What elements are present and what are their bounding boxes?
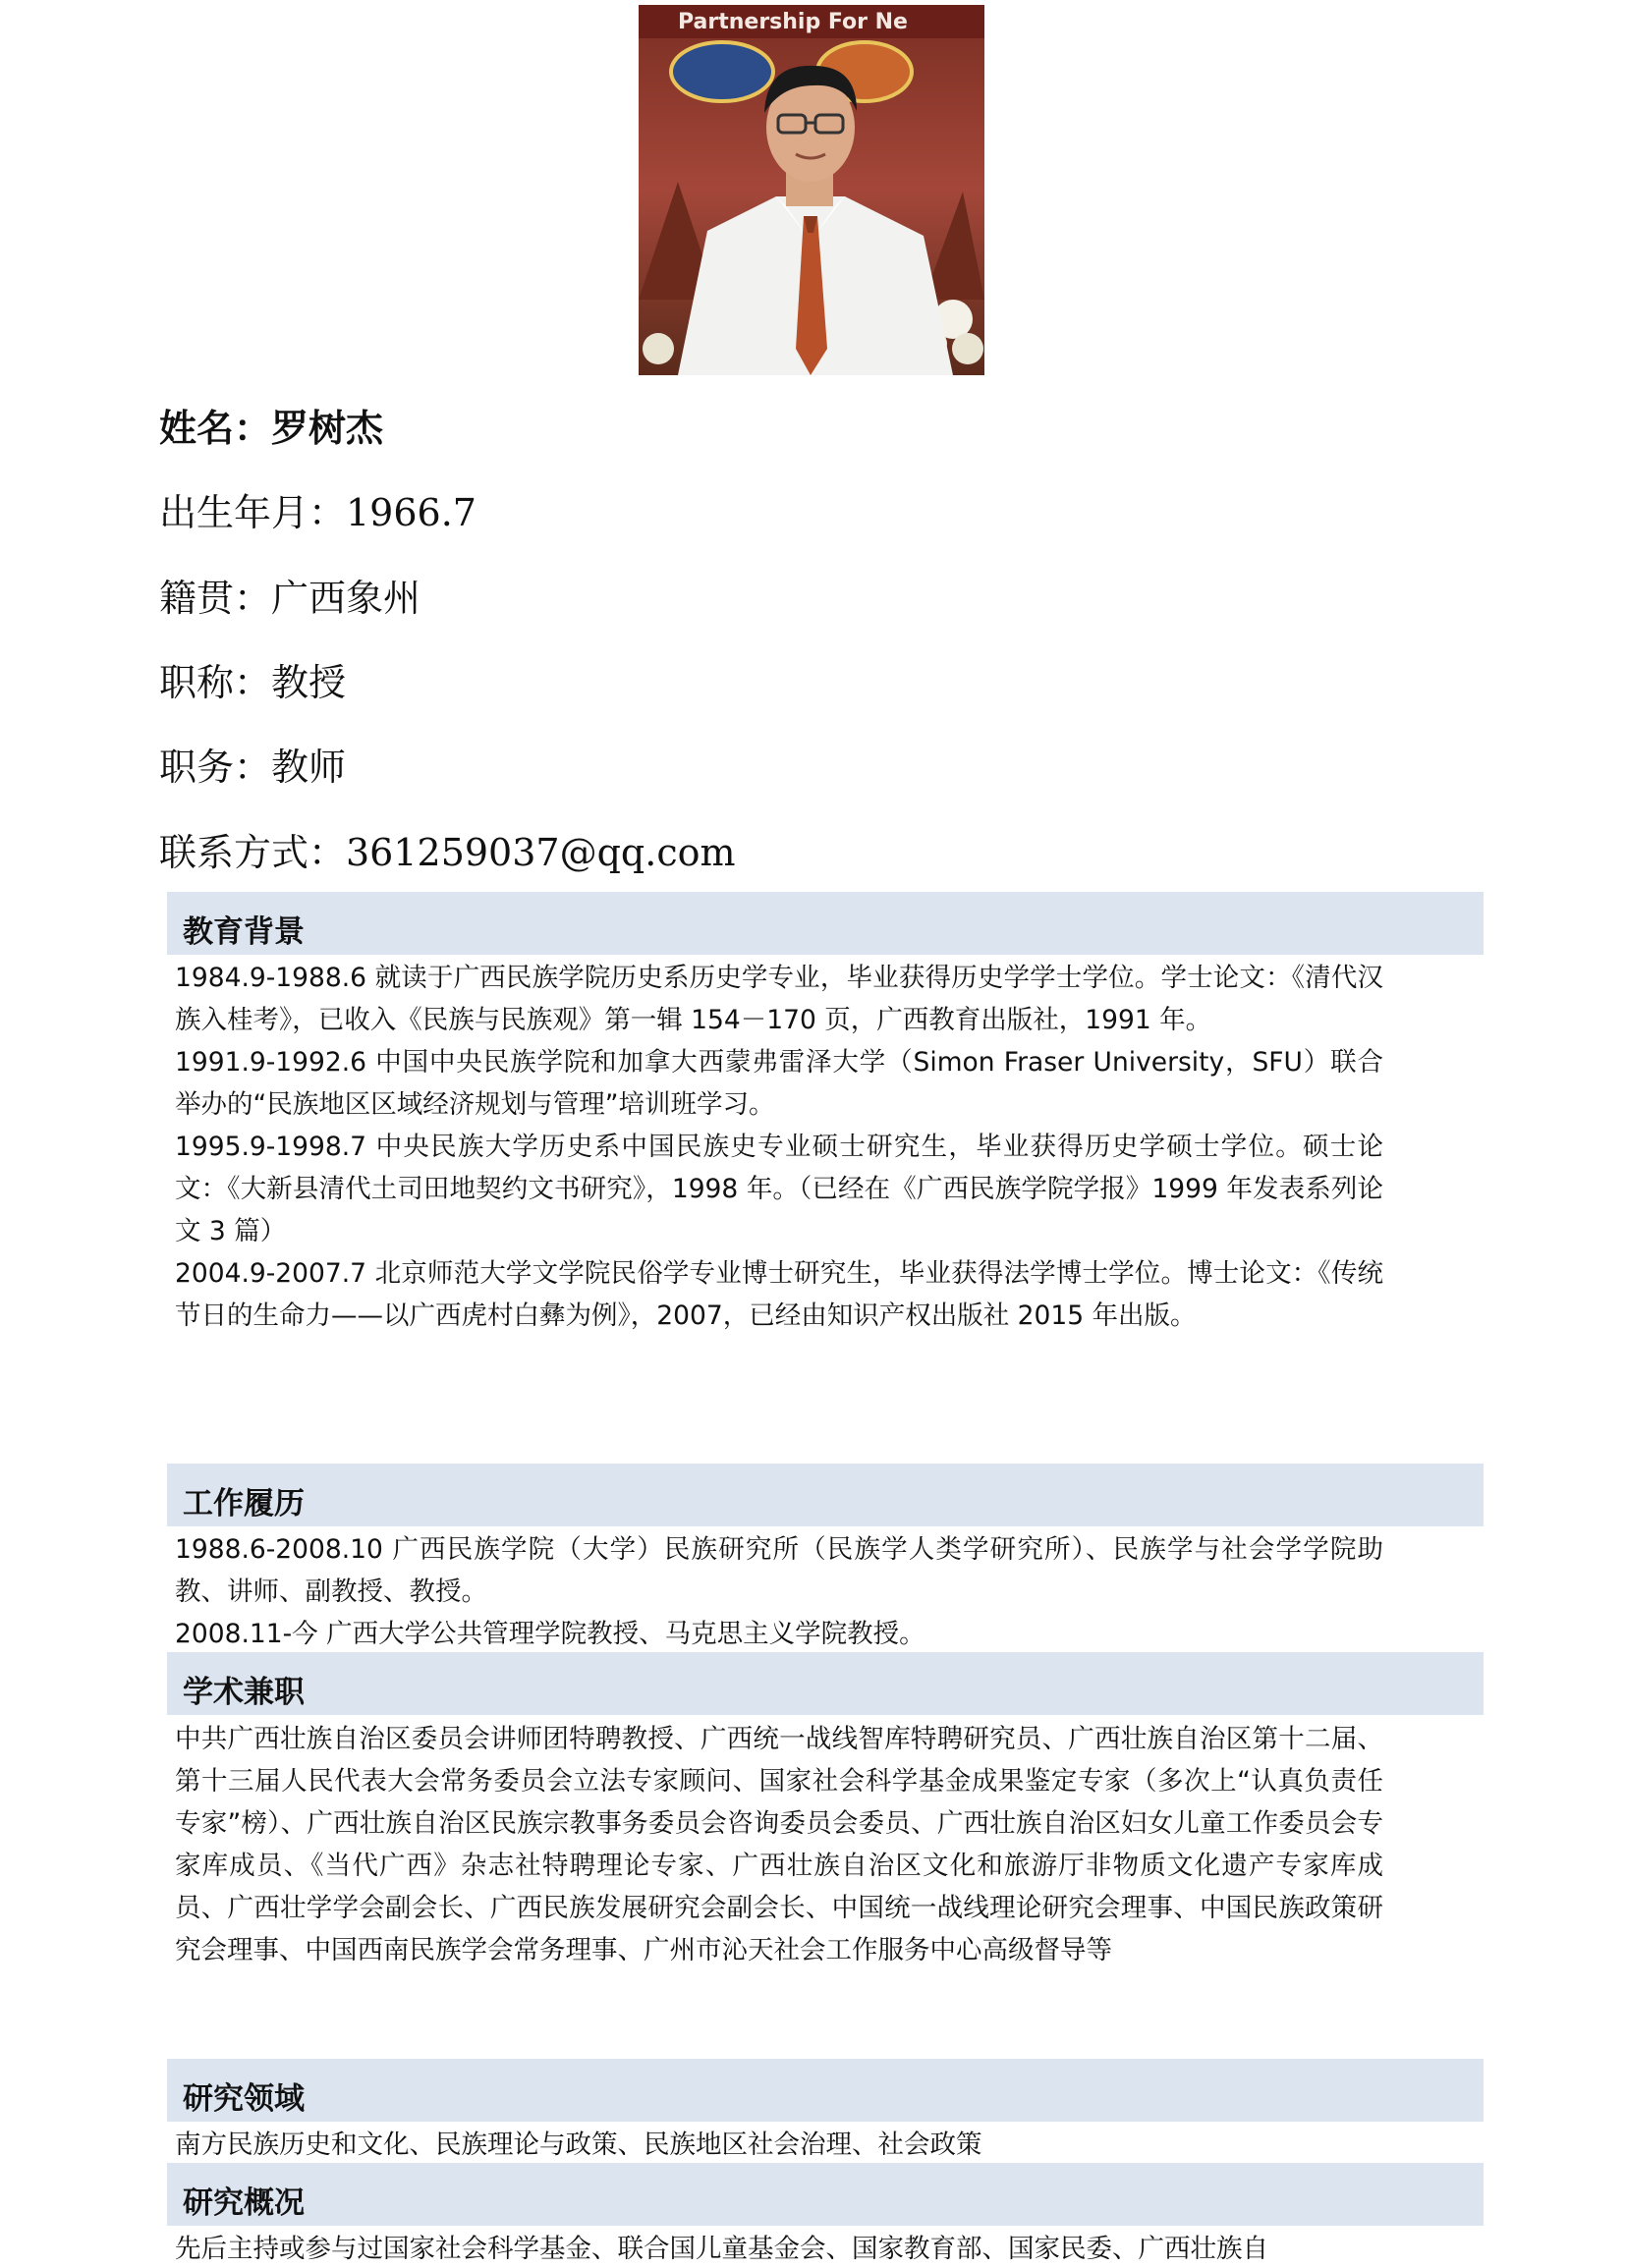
research-fields-section-header bbox=[167, 2059, 1484, 2122]
education-section-header bbox=[167, 892, 1484, 955]
academic-content: 中共广西壮族自治区委员会讲师团特聘教授、广西统一战线智库特聘研究员、广西壮族自治区第十二届、第十三届人民代表大会常务委员会立法专家顾问、国家社会科学基金成果鉴定专家（多次上“认真负责任专家”榜）、广西壮族自治区民族宗教事务委员会咨询委员会委员、广西壮族自治区妇女儿童工作委员会专家库成员、《当代广西》杂志社特聘理论专家、广西壮族自治区文化和旅游厅非物质文化遗产专家库成员、广西壮学学会副会长、广西民族发展研究会副会长、中国统一战线理论研究会理事、中国民族政策研究会理事、中国西南民族学会常务理事、广州市沁天社会工作服务中心高级督导等 bbox=[175, 1724, 1383, 1965]
section-heading: 研究领域 bbox=[183, 2081, 305, 2117]
position-field: 职务：教师 bbox=[159, 746, 347, 789]
research-overview-section-header bbox=[167, 2163, 1484, 2226]
title-field: 职称：教授 bbox=[159, 661, 347, 704]
section-heading: 研究概况 bbox=[183, 2185, 305, 2221]
contact-field: 联系方式：361259037@qq.com bbox=[159, 831, 736, 874]
research-fields-content: 南方民族历史和文化、民族理论与政策、民族地区社会治理、社会政策 bbox=[175, 2130, 982, 2160]
profile-photo bbox=[639, 5, 984, 375]
list-item: 1984.9-1988.6 就读于广西民族学院历史系历史学专业，毕业获得历史学学士学位。学士论文：《清代汉族入桂考》，已收入《民族与民族观》第一辑 154－170 页，广西教育出版社，1991 年。 bbox=[175, 963, 1383, 1035]
academic-section-header bbox=[167, 1652, 1484, 1715]
section-heading: 学术兼职 bbox=[183, 1675, 305, 1710]
section-heading: 工作履历 bbox=[183, 1486, 305, 1521]
portrait-image bbox=[639, 5, 984, 375]
list-item: 2004.9-2007.7 北京师范大学文学院民俗学专业博士研究生，毕业获得法学博士学位。博士论文：《传统节日的生命力——以广西虎村白彝为例》，2007，已经由知识产权出版社 2015 年出版。 bbox=[175, 1258, 1383, 1331]
list-item: 1991.9-1992.6 中国中央民族学院和加拿大西蒙弗雷泽大学（Simon Fraser University，SFU）联合举办的“民族地区区域经济规划与管理”培训班学习。 bbox=[175, 1047, 1383, 1120]
section-heading: 教育背景 bbox=[183, 914, 305, 950]
list-item: 1995.9-1998.7 中央民族大学历史系中国民族史专业硕士研究生，毕业获得历史学硕士学位。硕士论文：《大新县清代土司田地契约文书研究》，1998 年。（已经在《广西民族学院学报》1999 年发表系列论文 3 篇） bbox=[175, 1132, 1383, 1246]
birth-field: 出生年月：1966.7 bbox=[159, 491, 476, 534]
native-place-field: 籍贯：广西象州 bbox=[159, 577, 421, 620]
list-item: 1988.6-2008.10 广西民族学院（大学）民族研究所（民族学人类学研究所）、民族学与社会学学院助教、讲师、副教授、教授。 bbox=[175, 1534, 1383, 1607]
work-content bbox=[175, 1528, 1383, 1655]
list-item: 2008.11-今 广西大学公共管理学院教授、马克思主义学院教授。 bbox=[175, 1619, 925, 1649]
work-section-header bbox=[167, 1464, 1484, 1526]
education-content bbox=[175, 957, 1383, 1337]
banner-text: Partnership For Ne bbox=[678, 10, 908, 34]
research-overview-content: 先后主持或参与过国家社会科学基金、联合国儿童基金会、国家教育部、国家民委、广西壮族自 bbox=[175, 2234, 1268, 2264]
name-field: 姓名：罗树杰 bbox=[159, 407, 384, 450]
